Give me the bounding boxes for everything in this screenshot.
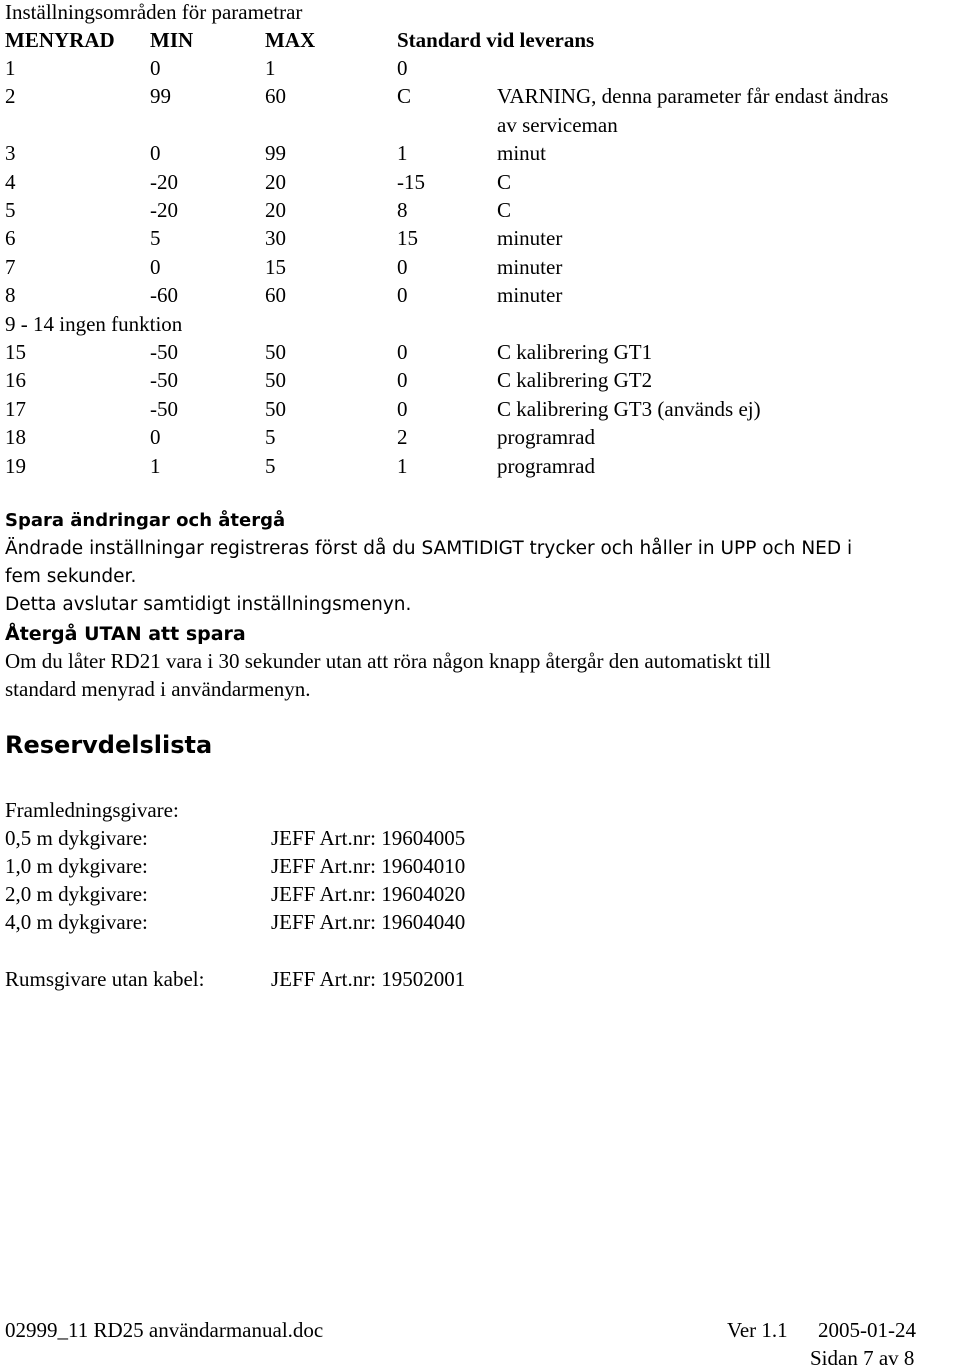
save-text-line1: Ändrade inställningar registreras först då du SAMTIDIGT trycker och håller in UPP och NED i [5,538,853,559]
cell-min: -60 [150,283,178,308]
cell-menyrad: 2 [5,84,16,109]
cell-note: VARNING, denna parameter får endast ändras [497,84,889,109]
footer-date: 2005-01-24 [818,1318,916,1342]
footer-filename: 02999_11 RD25 användarmanual.doc [5,1318,324,1342]
params-title: Inställningsområden för parametrar [5,0,303,24]
cell-standard: 0 [397,283,408,308]
cell-menyrad: 18 [5,425,26,450]
cell-max: 50 [265,340,286,364]
cell-max: 5 [265,453,276,478]
cell-note: programrad [497,453,595,478]
cell-note: minuter [497,283,563,308]
cell-standard: -15 [397,169,425,194]
cell-min: 0 [150,254,161,279]
cell-note: minut [497,141,547,166]
part-article: JEFF Art.nr: 19604020 [271,882,466,906]
part-article: JEFF Art.nr: 19604005 [271,826,466,850]
cell-min: 1 [150,453,161,478]
part-article: JEFF Art.nr: 19604040 [271,910,466,934]
cell-menyrad: 5 [5,198,16,222]
cell-standard: 2 [397,425,408,450]
cell-min: 0 [150,56,161,80]
cell-menyrad: 4 [5,169,16,194]
header-menyrad: MENYRAD [5,28,115,52]
cell-standard: 8 [397,198,408,222]
cell-max: 20 [265,198,286,222]
nosave-text-line2: standard menyrad i användarmenyn. [5,677,311,701]
cell-max: 5 [265,425,276,450]
cell-standard: 1 [397,141,408,166]
header-standard: Standard vid leverans [397,28,595,52]
part-name: 2,0 m dykgivare: [5,882,148,906]
cell-max: 20 [265,169,286,194]
header-min: MIN [150,28,194,52]
part-name: 4,0 m dykgivare: [5,910,148,934]
cell-min: -20 [150,198,178,222]
cell-note: minuter [497,226,563,251]
cell-note: C kalibrering GT2 [497,368,653,393]
cell-note: av serviceman [497,112,618,137]
cell-menyrad: 7 [5,254,16,279]
cell-note: C [497,169,512,194]
cell-standard: 0 [397,56,408,80]
cell-max: 15 [265,254,286,279]
cell-menyrad: 8 [5,283,16,308]
room-sensor-name: Rumsgivare utan kabel: [5,967,205,991]
cell-max: 30 [265,226,286,251]
cell-min: -50 [150,368,178,393]
cell-standard: 0 [397,396,408,421]
cell-note: minuter [497,254,563,279]
part-article: JEFF Art.nr: 19604010 [271,854,466,878]
cell-min: -50 [150,340,178,364]
header-max: MAX [265,28,316,52]
cell-menyrad: 15 [5,340,26,364]
footer-page: Sidan 7 av 8 [810,1346,915,1370]
cell-max: 60 [265,283,286,308]
footer-version: Ver 1.1 [727,1318,788,1342]
cell-max: 60 [265,84,286,109]
cell-max: 50 [265,396,286,421]
cell-max: 99 [265,141,286,166]
cell-menyrad: 6 [5,226,16,251]
cell-max: 1 [265,56,276,80]
cell-min: 99 [150,84,171,109]
part-name: 0,5 m dykgivare: [5,826,148,850]
save-text-line3: Detta avslutar samtidigt inställningsmenyn. [5,594,412,615]
cell-min: 0 [150,141,161,166]
cell-menyrad: 9 - 14 ingen funktion [5,311,183,336]
nosave-text-line1: Om du låter RD21 vara i 30 sekunder utan att röra någon knapp återgår den automatiskt till [5,649,771,673]
part-name: 1,0 m dykgivare: [5,854,148,878]
cell-standard: 0 [397,368,408,393]
cell-note: C kalibrering GT3 (används ej) [497,396,761,421]
parts-heading: Reservdelslista [5,731,213,759]
cell-standard: 0 [397,340,408,364]
cell-menyrad: 3 [5,141,16,166]
cell-min: -50 [150,396,178,421]
room-sensor-article: JEFF Art.nr: 19502001 [271,967,466,991]
cell-max: 50 [265,368,286,393]
cell-standard: 0 [397,254,408,279]
cell-menyrad: 17 [5,396,26,421]
cell-note: C kalibrering GT1 [497,340,653,364]
cell-standard: C [397,84,412,109]
cell-note: C [497,198,512,222]
save-heading: Spara ändringar och återgå [5,510,286,531]
cell-min: 0 [150,425,161,450]
cell-standard: 1 [397,453,408,478]
cell-min: -20 [150,169,178,194]
cell-menyrad: 1 [5,56,16,80]
cell-min: 5 [150,226,161,251]
save-text-line2: fem sekunder. [5,566,137,587]
nosave-heading: Återgå UTAN att spara [5,623,246,645]
cell-standard: 15 [397,226,418,251]
cell-menyrad: 16 [5,368,26,393]
cell-menyrad: 19 [5,453,26,478]
parts-subheading: Framledningsgivare: [5,798,179,822]
cell-note: programrad [497,425,595,450]
